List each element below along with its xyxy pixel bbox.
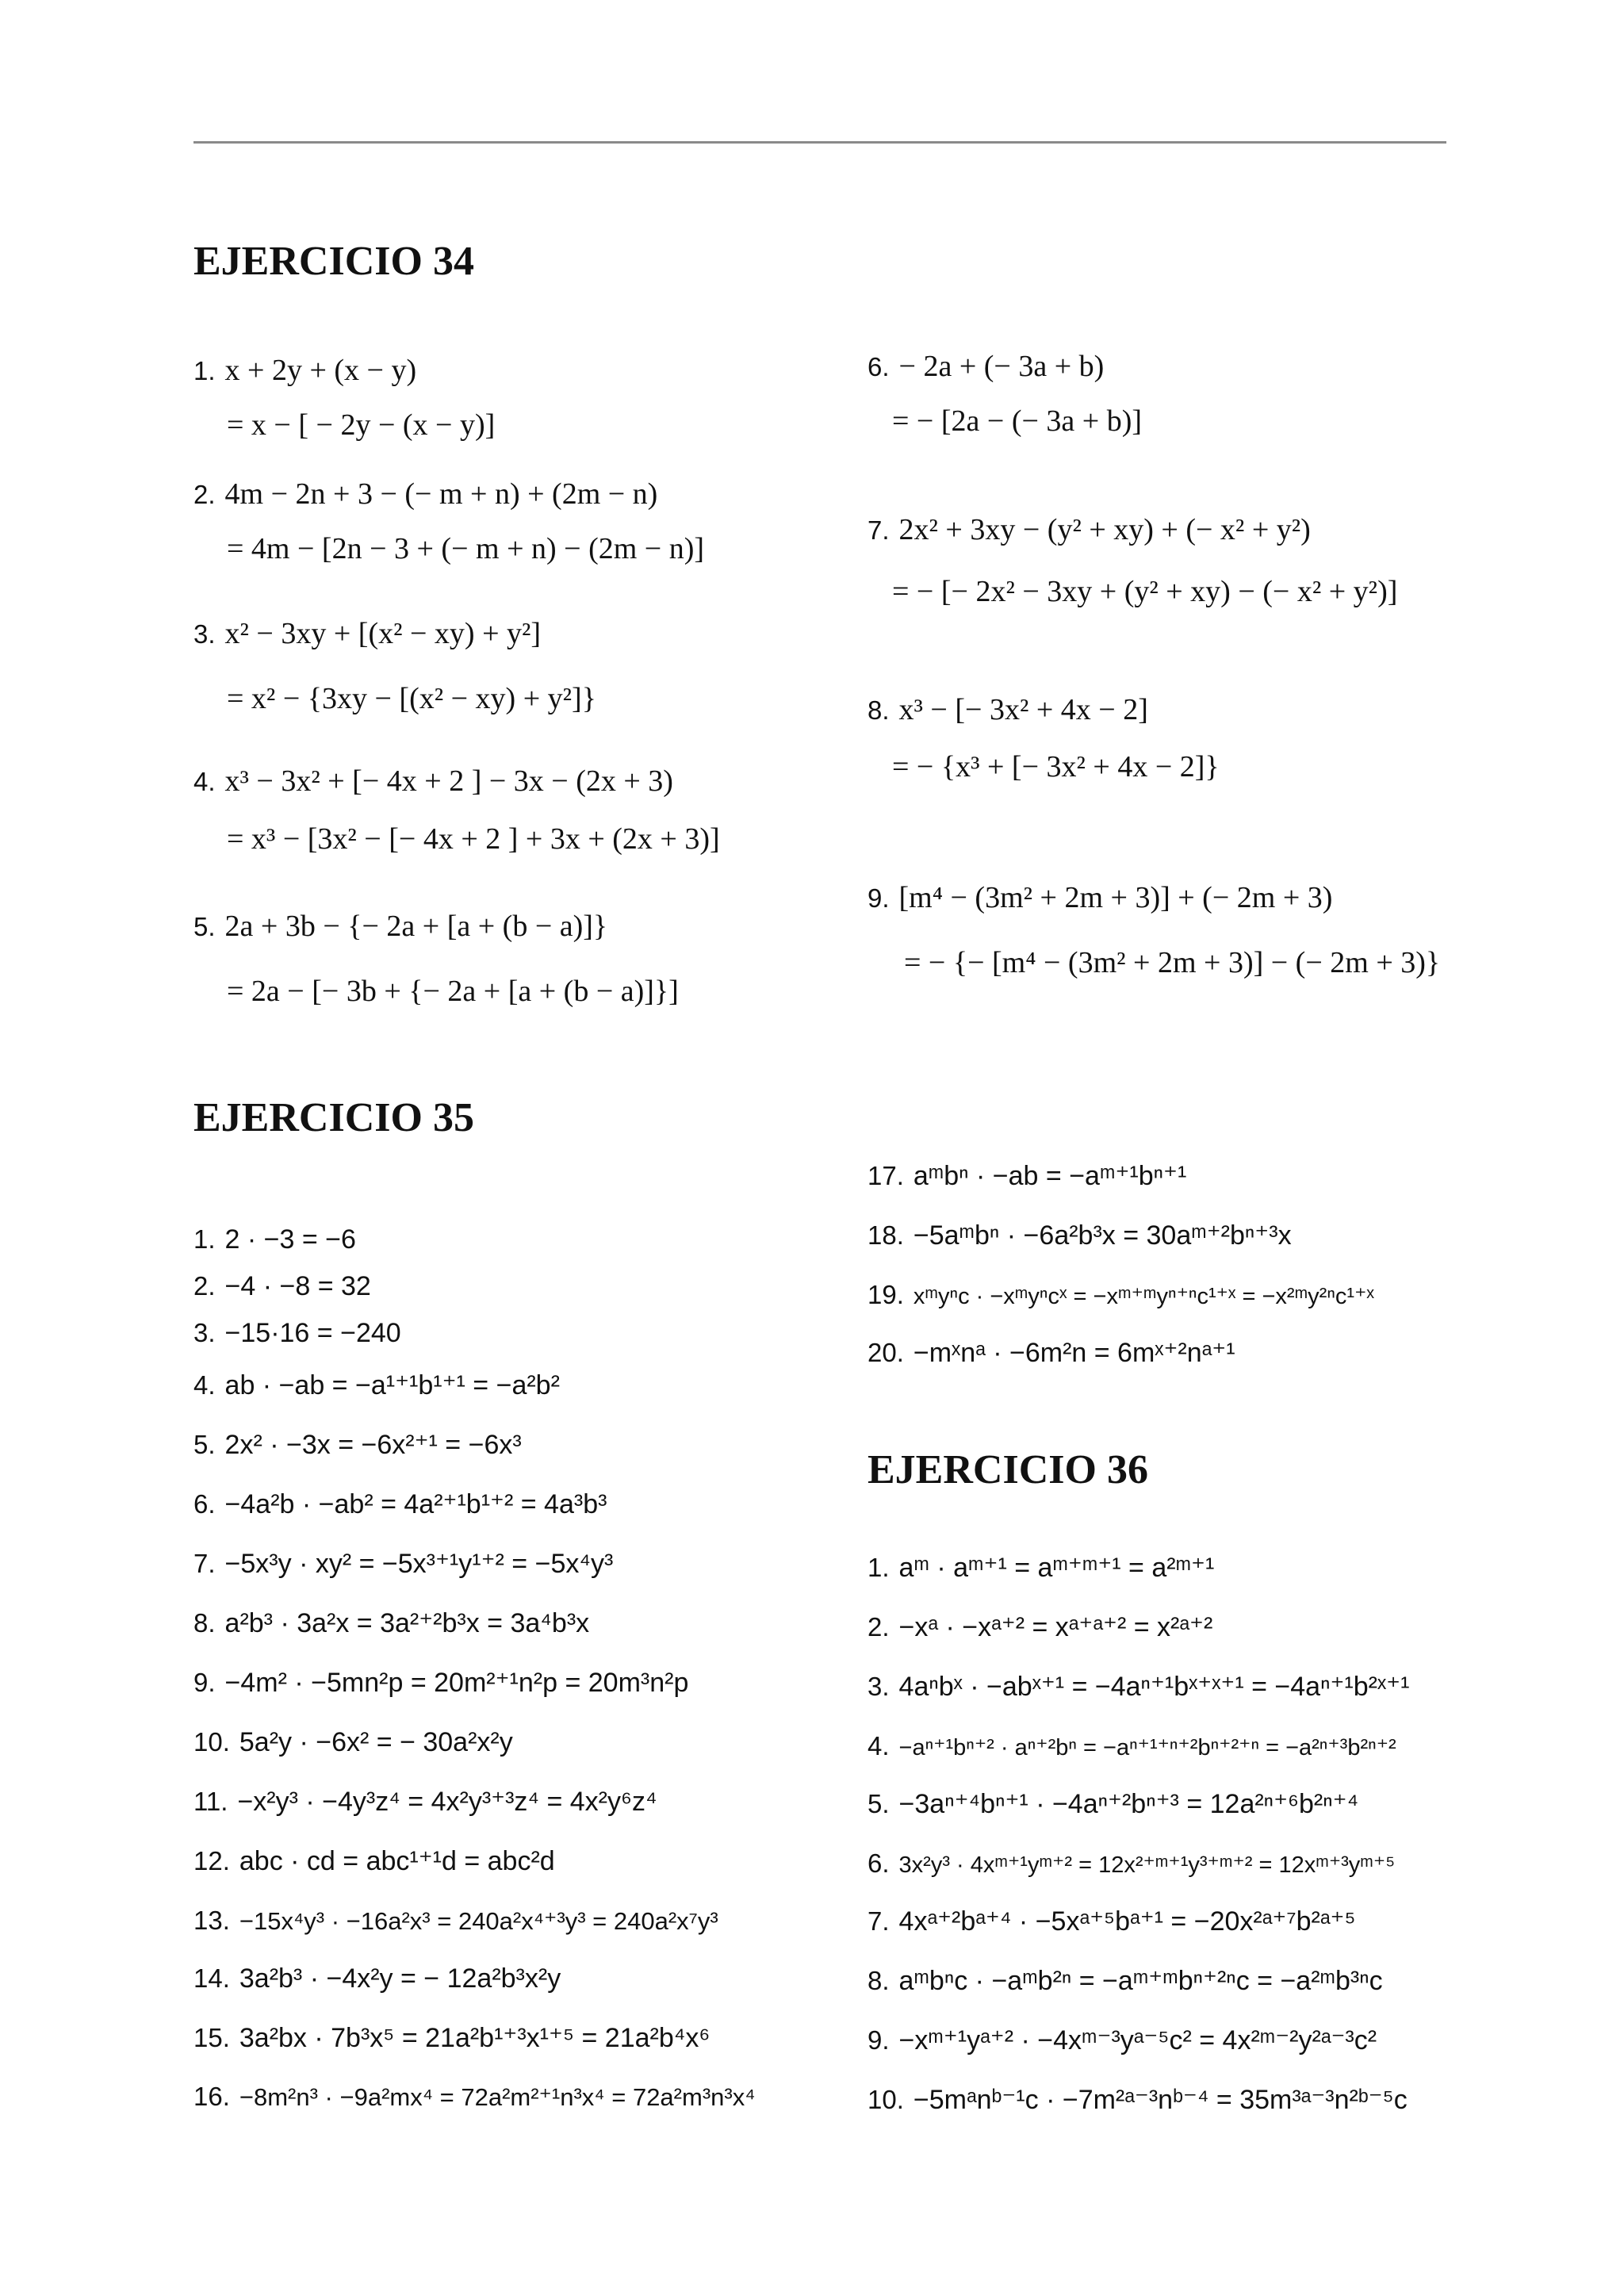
expression: 3x²y³ · 4xᵐ⁺¹yᵐ⁺² = 12x²⁺ᵐ⁺¹y³⁺ᵐ⁺² = 12xᵐ⁺³yᵐ⁺⁵ [898, 1852, 1396, 1878]
expression: [m⁴ − (3m² + 2m + 3)] + (− 2m + 3) [898, 881, 1333, 914]
exercise-item: 2. −4 · −8 = 32 [193, 1271, 371, 1301]
expression: −4m² · −5mn²p = 20m²⁺¹n²p = 20m³n²p [224, 1668, 689, 1698]
expression: ab · −ab = −a¹⁺¹b¹⁺¹ = −a²b² [224, 1370, 560, 1400]
expression: −15·16 = −240 [224, 1318, 401, 1348]
exercise-item: 1. 2 · −3 = −6 [193, 1224, 356, 1255]
expression: 4xᵃ⁺²bᵃ⁺⁴ · −5xᵃ⁺⁵bᵃ⁺¹ = −20x²ᵃ⁺⁷b²ᵃ⁺⁵ [898, 1906, 1356, 1937]
exercise-item: 18. −5aᵐbⁿ · −6a²b³x = 30aᵐ⁺²bⁿ⁺³x [868, 1220, 1292, 1251]
exercise-item: 8. aᵐbⁿc · −aᵐb²ⁿ = −aᵐ⁺ᵐbⁿ⁺²ⁿc = −a²ᵐb³ⁿc [868, 1966, 1383, 1996]
expression: − 2a + (− 3a + b) [898, 350, 1105, 383]
expression-result: = 2a − [− 3b + {− 2a + [a + (b − a)]}] [227, 975, 679, 1008]
exercise-item: 7. −5x³y · xy² = −5x³⁺¹y¹⁺² = −5x⁴y³ [193, 1549, 614, 1579]
exercise-item: 9. [m⁴ − (3m² + 2m + 3)] + (− 2m + 3) [868, 881, 1333, 914]
exercise-item: 5. 2x² · −3x = −6x²⁺¹ = −6x³ [193, 1430, 522, 1460]
expression: −3aⁿ⁺⁴bⁿ⁺¹ · −4aⁿ⁺²bⁿ⁺³ = 12a²ⁿ⁺⁶b²ⁿ⁺⁴ [898, 1789, 1359, 1819]
expression-result: = − [2a − (− 3a + b)] [892, 404, 1143, 438]
exercise-item: 4. ab · −ab = −a¹⁺¹b¹⁺¹ = −a²b² [193, 1370, 560, 1400]
exercise-item: 8. a²b³ · 3a²x = 3a²⁺²b³x = 3a⁴b³x [193, 1608, 590, 1638]
exercise-item: 3. 4aⁿbˣ · −abˣ⁺¹ = −4aⁿ⁺¹bˣ⁺ˣ⁺¹ = −4aⁿ⁺¹b²ˣ⁺¹ [868, 1672, 1410, 1702]
exercise-item: 11. −x²y³ · −4y³z⁴ = 4x²y³⁺³z⁴ = 4x²y⁶z⁴ [193, 1787, 657, 1817]
expression: 4m − 2n + 3 − (− m + n) + (2m − n) [224, 477, 658, 511]
exercise-item: 14. 3a²b³ · −4x²y = − 12a²b³x²y [193, 1963, 561, 1994]
expression: 2x² + 3xy − (y² + xy) + (− x² + y²) [898, 513, 1311, 546]
expression: x³ − 3x² + [− 4x + 2 ] − 3x − (2x + 3) [224, 764, 673, 798]
exercise-item: 5. 2a + 3b − {− 2a + [a + (b − a)]} [193, 910, 608, 943]
exercise-item: 7. 2x² + 3xy − (y² + xy) + (− x² + y²) [868, 513, 1311, 546]
expression: x³ − [− 3x² + 4x − 2] [898, 693, 1148, 726]
exercise-item: 10. −5mᵃnᵇ⁻¹c · −7m²ᵃ⁻³nᵇ⁻⁴ = 35m³ᵃ⁻³n²ᵇ⁻⁵c [868, 2085, 1408, 2115]
exercise-item: 4. x³ − 3x² + [− 4x + 2 ] − 3x − (2x + 3) [193, 764, 673, 798]
exercise-item: 7. 4xᵃ⁺²bᵃ⁺⁴ · −5xᵃ⁺⁵bᵃ⁺¹ = −20x²ᵃ⁺⁷b²ᵃ⁺⁵ [868, 1906, 1356, 1937]
expression: abc · cd = abc¹⁺¹d = abc²d [239, 1846, 555, 1876]
exercise-item: 9. −4m² · −5mn²p = 20m²⁺¹n²p = 20m³n²p [193, 1668, 689, 1698]
exercise-item: 3. x² − 3xy + [(x² − xy) + y²] [193, 617, 542, 650]
expression: −4a²b · −ab² = 4a²⁺¹b¹⁺² = 4a³b³ [224, 1489, 607, 1519]
expression: −4 · −8 = 32 [224, 1271, 371, 1301]
expression-result: = − {x³ + [− 3x² + 4x − 2]} [892, 750, 1220, 783]
section-title: EJERCICIO 34 [193, 239, 474, 284]
expression: 3a²bx · 7b³x⁵ = 21a²b¹⁺³x¹⁺⁵ = 21a²b⁴x⁶ [239, 2023, 710, 2053]
expression: a²b³ · 3a²x = 3a²⁺²b³x = 3a⁴b³x [224, 1608, 590, 1638]
exercise-item: 1. aᵐ · aᵐ⁺¹ = aᵐ⁺ᵐ⁺¹ = a²ᵐ⁺¹ [868, 1553, 1215, 1583]
expression: −xᵐ⁺¹yᵃ⁺² · −4xᵐ⁻³yᵃ⁻⁵c² = 4x²ᵐ⁻²y²ᵃ⁻³c² [898, 2025, 1377, 2055]
expression: −15x⁴y³ · −16a²x³ = 240a²x⁴⁺³y³ = 240a²x⁷y³ [239, 1907, 718, 1935]
expression: xᵐyⁿc · −xᵐyⁿcˣ = −xᵐ⁺ᵐyⁿ⁺ⁿc¹⁺ˣ = −x²ᵐy²ⁿc¹⁺ˣ [913, 1284, 1374, 1309]
expression: x + 2y + (x − y) [224, 354, 417, 387]
section-title: EJERCICIO 36 [868, 1447, 1148, 1492]
exercise-item: 5. −3aⁿ⁺⁴bⁿ⁺¹ · −4aⁿ⁺²bⁿ⁺³ = 12a²ⁿ⁺⁶b²ⁿ⁺⁴ [868, 1789, 1359, 1819]
exercise-item: 6. − 2a + (− 3a + b) [868, 350, 1105, 383]
expression: −mˣnᵃ · −6m²n = 6mˣ⁺²nᵃ⁺¹ [913, 1338, 1235, 1368]
exercise-item: 12. abc · cd = abc¹⁺¹d = abc²d [193, 1846, 555, 1876]
exercise-item: 2. −xᵃ · −xᵃ⁺² = xᵃ⁺ᵃ⁺² = x²ᵃ⁺² [868, 1612, 1213, 1642]
exercise-item: 15. 3a²bx · 7b³x⁵ = 21a²b¹⁺³x¹⁺⁵ = 21a²b⁴x⁶ [193, 2023, 710, 2053]
expression: −x²y³ · −4y³z⁴ = 4x²y³⁺³z⁴ = 4x²y⁶z⁴ [237, 1787, 657, 1817]
expression: −8m²n³ · −9a²mx⁴ = 72a²m²⁺¹n³x⁴ = 72a²m³n³x⁴ [239, 2083, 756, 2111]
exercise-item: 2. 4m − 2n + 3 − (− m + n) + (2m − n) [193, 477, 658, 511]
expression-result: = 4m − [2n − 3 + (− m + n) − (2m − n)] [227, 532, 705, 565]
expression: −xᵃ · −xᵃ⁺² = xᵃ⁺ᵃ⁺² = x²ᵃ⁺² [898, 1612, 1213, 1642]
exercise-item: 3. −15·16 = −240 [193, 1318, 401, 1348]
exercise-item: 9. −xᵐ⁺¹yᵃ⁺² · −4xᵐ⁻³yᵃ⁻⁵c² = 4x²ᵐ⁻²y²ᵃ⁻³c² [868, 2025, 1377, 2055]
expression-result: = x² − {3xy − [(x² − xy) + y²]} [227, 682, 596, 715]
top-rule [193, 141, 1446, 144]
expression: aᵐbⁿc · −aᵐb²ⁿ = −aᵐ⁺ᵐbⁿ⁺²ⁿc = −a²ᵐb³ⁿc [898, 1966, 1383, 1996]
expression-result: = x³ − [3x² − [− 4x + 2 ] + 3x + (2x + 3)] [227, 822, 720, 856]
exercise-item: 19. xᵐyⁿc · −xᵐyⁿcˣ = −xᵐ⁺ᵐyⁿ⁺ⁿc¹⁺ˣ = −x²ᵐy²ⁿc¹⁺ˣ [868, 1280, 1374, 1309]
expression-result: = − {− [m⁴ − (3m² + 2m + 3)] − (− 2m + 3)} [904, 946, 1441, 979]
expression: −5mᵃnᵇ⁻¹c · −7m²ᵃ⁻³nᵇ⁻⁴ = 35m³ᵃ⁻³n²ᵇ⁻⁵c [913, 2085, 1408, 2115]
exercise-item: 13. −15x⁴y³ · −16a²x³ = 240a²x⁴⁺³y³ = 240a²x⁷y³ [193, 1906, 718, 1935]
expression: aᵐ · aᵐ⁺¹ = aᵐ⁺ᵐ⁺¹ = a²ᵐ⁺¹ [898, 1553, 1215, 1583]
expression: 3a²b³ · −4x²y = − 12a²b³x²y [239, 1963, 561, 1994]
expression: x² − 3xy + [(x² − xy) + y²] [224, 617, 542, 650]
exercise-item: 4. −aⁿ⁺¹bⁿ⁺² · aⁿ⁺²bⁿ = −aⁿ⁺¹⁺ⁿ⁺²bⁿ⁺²⁺ⁿ = −a²ⁿ⁺³b²ⁿ⁺² [868, 1731, 1396, 1760]
exercise-item: 16. −8m²n³ · −9a²mx⁴ = 72a²m²⁺¹n³x⁴ = 72a²m³n³x⁴ [193, 2082, 756, 2111]
exercise-item: 17. aᵐbⁿ · −ab = −aᵐ⁺¹bⁿ⁺¹ [868, 1161, 1187, 1191]
exercise-item: 1. x + 2y + (x − y) [193, 354, 417, 387]
exercise-item: 20. −mˣnᵃ · −6m²n = 6mˣ⁺²nᵃ⁺¹ [868, 1338, 1235, 1368]
expression-result: = x − [ − 2y − (x − y)] [227, 408, 496, 442]
expression: 4aⁿbˣ · −abˣ⁺¹ = −4aⁿ⁺¹bˣ⁺ˣ⁺¹ = −4aⁿ⁺¹b²ˣ⁺¹ [898, 1672, 1410, 1702]
exercise-item: 6. 3x²y³ · 4xᵐ⁺¹yᵐ⁺² = 12x²⁺ᵐ⁺¹y³⁺ᵐ⁺² = 12xᵐ⁺³yᵐ⁺⁵ [868, 1849, 1396, 1878]
exercise-item: 10. 5a²y · −6x² = − 30a²x²y [193, 1727, 513, 1757]
section-title: EJERCICIO 35 [193, 1095, 474, 1140]
expression: 2x² · −3x = −6x²⁺¹ = −6x³ [224, 1430, 522, 1460]
expression: 2a + 3b − {− 2a + [a + (b − a)]} [224, 910, 608, 943]
expression: −5x³y · xy² = −5x³⁺¹y¹⁺² = −5x⁴y³ [224, 1549, 614, 1579]
expression: 5a²y · −6x² = − 30a²x²y [239, 1727, 513, 1757]
exercise-item: 6. −4a²b · −ab² = 4a²⁺¹b¹⁺² = 4a³b³ [193, 1489, 607, 1519]
exercise-item: 8. x³ − [− 3x² + 4x − 2] [868, 693, 1148, 726]
expression: aᵐbⁿ · −ab = −aᵐ⁺¹bⁿ⁺¹ [913, 1161, 1187, 1191]
expression-result: = − [− 2x² − 3xy + (y² + xy) − (− x² + y²)] [892, 575, 1398, 608]
expression: −aⁿ⁺¹bⁿ⁺² · aⁿ⁺²bⁿ = −aⁿ⁺¹⁺ⁿ⁺²bⁿ⁺²⁺ⁿ = −a²ⁿ⁺³b²ⁿ⁺² [898, 1735, 1396, 1760]
expression: 2 · −3 = −6 [224, 1224, 356, 1255]
expression: −5aᵐbⁿ · −6a²b³x = 30aᵐ⁺²bⁿ⁺³x [913, 1220, 1292, 1251]
